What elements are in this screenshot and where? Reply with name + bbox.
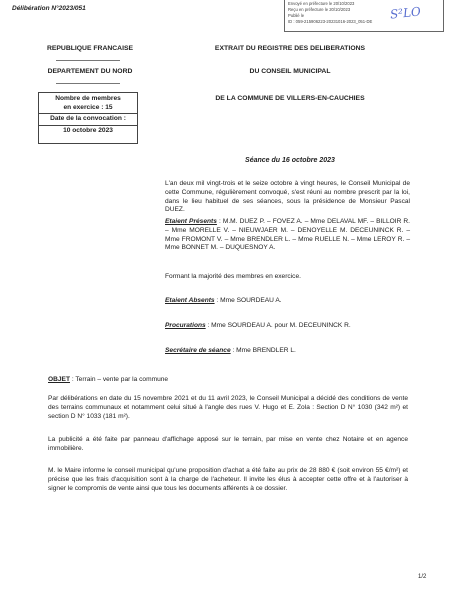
secretaire-line [165, 347, 410, 356]
convocation-date: 10 octobre 2023 [63, 126, 113, 134]
departement-heading: DEPARTEMENT DU NORD [47, 68, 133, 75]
divider [56, 60, 120, 61]
stamp-line: ID : 059-215906223-20231016-2023_051-DE [288, 19, 373, 24]
presents-label: Etaient Présents [165, 218, 217, 225]
seance-date: Séance du 16 octobre 2023 [245, 157, 335, 164]
presents-names: : M.M. DUEZ P. – FOVEZ A. – Mme DELAVAL MF. – BILLOIR R. – Mme MORELLE V. – NIEUWJAER M. – DENOYELLE M. DECEUNINCK R. – Mme FROMONT V. – Mme BRENDLER L. – Mme RUELLE N. – Mme LEROY R. – Mme BONNET M. – DUQUESNOY A. [165, 218, 411, 252]
secretaire-label: Secrétaire de séance [165, 347, 231, 354]
absents-label: Etaient Absents [165, 297, 215, 304]
secretaire-name: : Mme BRENDLER L. [230, 347, 296, 354]
membres-box [38, 92, 138, 144]
procurations-line [165, 322, 410, 331]
commune-heading: DE LA COMMUNE DE VILLERS-EN-CAUCHIES [215, 95, 365, 102]
paragraph-proposition: M. le Maire informe le conseil municipal qu'une proposition d'achat a été faite au prix de 28 880 € (soit environ 55 €/m²) et précise que les frais d'acquisition sont à la charge de l'acheteur. Il invite les élus à accepter cette offre et à l'autoriser à signer le compromis de vente ainsi que tous les documents afférents à ce dossier. [48, 467, 408, 492]
convocation-label: Date de la convocation : [50, 115, 126, 123]
membres-label: Nombre de membres [55, 95, 121, 102]
absents-line [165, 297, 410, 306]
objet-line [48, 376, 408, 385]
box-divider [39, 113, 137, 114]
republique-heading: REPUBLIQUE FRANCAISE [46, 45, 134, 52]
paragraph-deliberations: Par délibérations en date du 15 novembre 2021 et du 11 avril 2023, le Conseil Municipal a décidé des conditions de vente des terrains communaux et notamment celui situé à l'angle des rues V. Hugo et E. Zola : Section D N° 1030 (342 m²) et section D N° 1033 (181 m²). [48, 395, 408, 420]
deliberation-ref: Délibération N°2023/051 [12, 5, 86, 12]
presents-paragraph [165, 218, 410, 253]
intro-paragraph: L'an deux mil vingt-trois et le seize octobre à vingt heures, le Conseil Municipal de cette Commune, régulièrement convoqué, s'est réuni au nombre prescrit par la loi, dans le lieu habituel de ses séances, sous la présidence de Monsieur Pascal DUEZ. [165, 180, 410, 214]
stamp-line: Envoyé en préfecture le 20/10/2023 [288, 1, 355, 6]
page-number: 1/2 [418, 574, 427, 580]
conseil-heading: DU CONSEIL MUNICIPAL [249, 68, 331, 75]
stamp-line: Reçu en préfecture le 20/10/2023 [288, 7, 351, 12]
objet-label: OBJET [48, 376, 70, 383]
extrait-heading: EXTRAIT DU REGISTRE DES DELIBERATIONS [214, 45, 366, 52]
procurations-names: : Mme SOURDEAU A. pour M. DECEUNINCK R. [205, 322, 351, 329]
paragraph-publicite: La publicité a été faite par panneau d'affichage apposé sur le terrain, par mise en vente chez Notaire et en agence immobilière. [48, 436, 408, 452]
absents-names: : Mme SOURDEAU A. [214, 297, 282, 304]
divider [56, 83, 120, 84]
slo-signature: S²LO [389, 4, 422, 22]
stamp-line: Publié le [288, 13, 305, 18]
majorite-line: Formant la majorité des membres en exercice. [165, 273, 301, 280]
objet-text: : Terrain – vente par la commune [69, 376, 169, 383]
membres-exercice: en exercice : 15 [63, 103, 113, 111]
procurations-label: Procurations [165, 322, 206, 329]
box-divider [39, 125, 137, 126]
